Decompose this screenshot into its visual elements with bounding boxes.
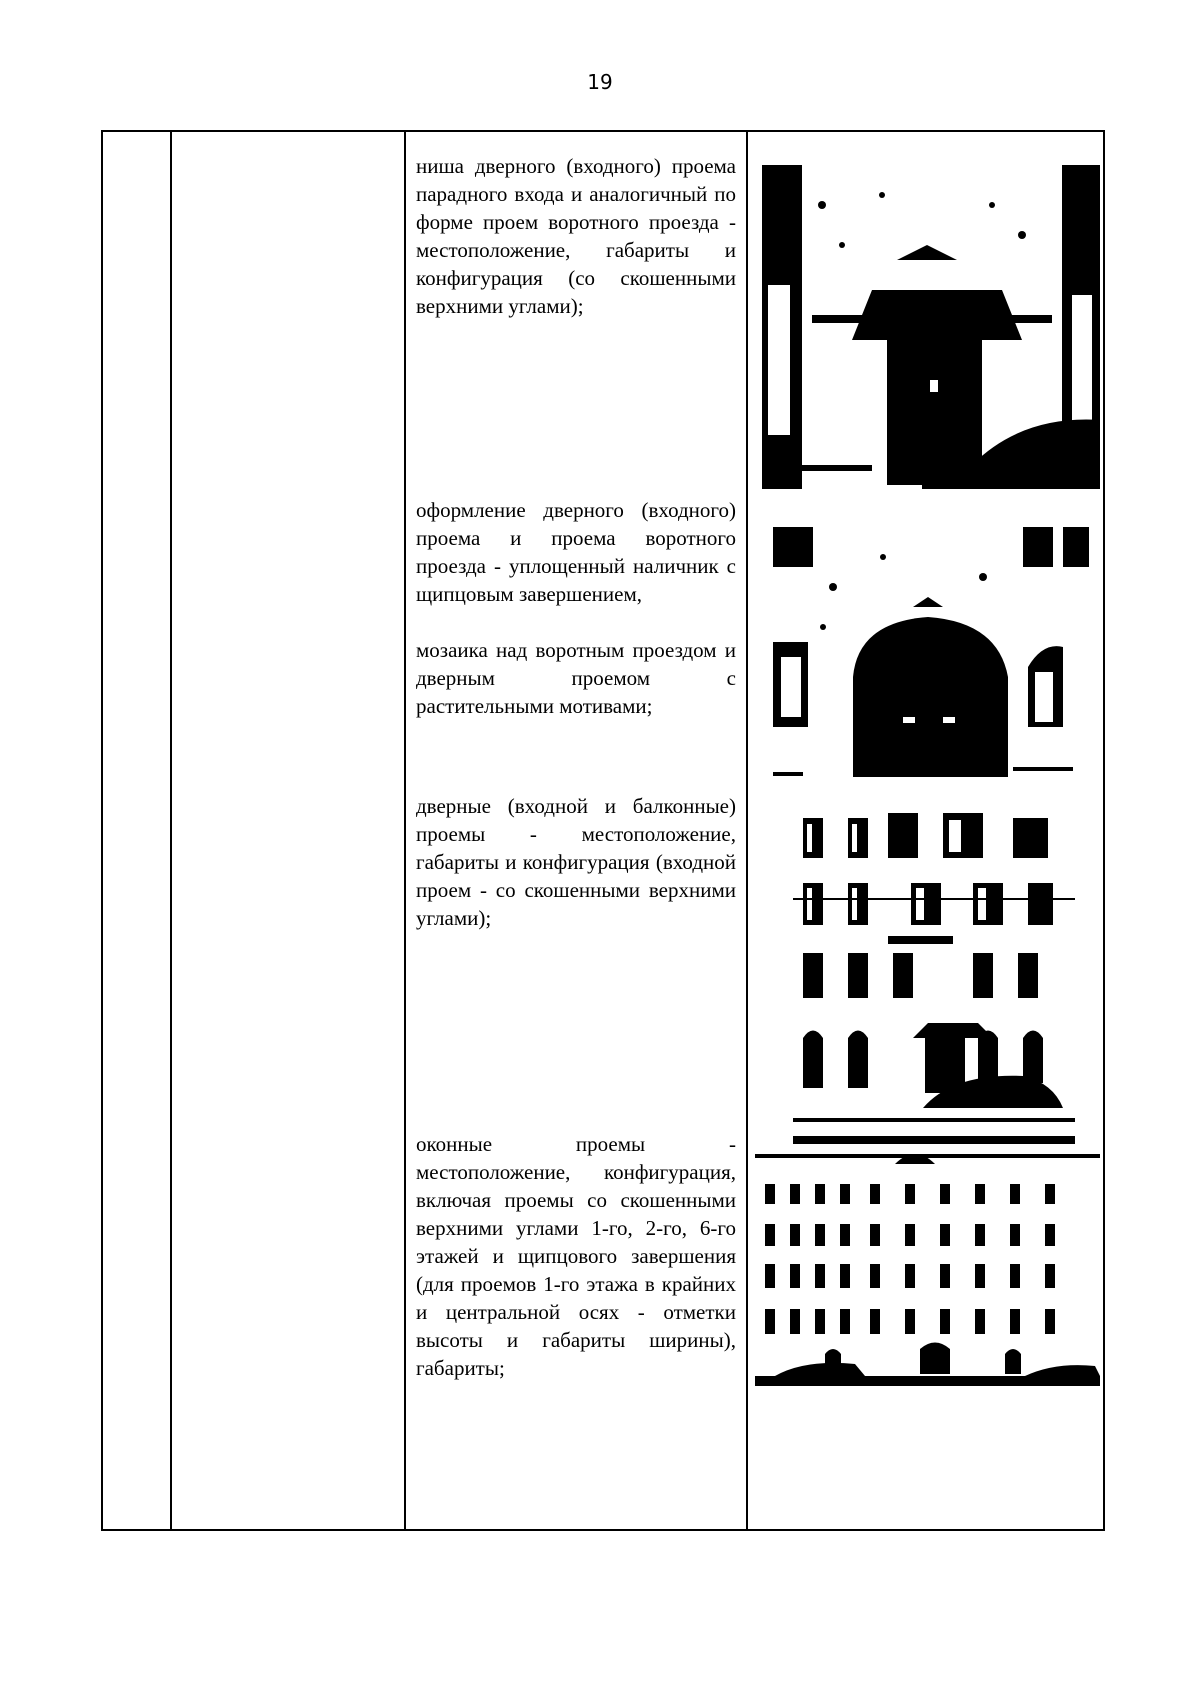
heritage-elements-table	[101, 130, 1105, 1531]
row-2-description	[416, 496, 736, 720]
row-4-paragraph-1: оконные проемы - местоположение, конфигурация, включая проемы со скошенными верхними углами 1-го, 2-го, 6-го этажей и щипцового завершения (для проемов 1-го этажа в крайних и центральной осях - отметки высоты и габариты ширины), габариты;	[416, 1132, 736, 1380]
row-4-description	[416, 1130, 736, 1382]
row-3-description	[416, 792, 736, 932]
column-divider-1	[170, 132, 172, 1529]
row-1-paragraph-1: ниша дверного (входного) проема парадного входа и аналогичный по форме проем воротного проезда - местоположение, габариты и конфигурация (со скошенными верхними углами);	[416, 154, 736, 318]
column-divider-3	[746, 132, 748, 1529]
column-divider-2	[404, 132, 406, 1529]
row-1-description	[416, 152, 736, 320]
row-1-photo-entrance-niche	[762, 165, 1100, 489]
row-2-paragraph-2: мозаика над воротным проездом и дверным проемом с растительными мотивами;	[416, 638, 736, 718]
row-3-paragraph-1: дверные (входной и балконные) проемы - местоположение, габариты и конфигурация (входной проем - со скошенными верхними углами);	[416, 794, 736, 930]
row-2-paragraph-1: оформление дверного (входного) проема и проема воротного проезда - уплощенный наличник с щипцовым завершением,	[416, 498, 736, 606]
row-2-photo-gate-portal	[773, 527, 1089, 802]
row-3-photo-building-facade	[793, 808, 1075, 1147]
row-4-photo-street-facade	[755, 1144, 1100, 1386]
page-number: 19	[587, 70, 613, 94]
